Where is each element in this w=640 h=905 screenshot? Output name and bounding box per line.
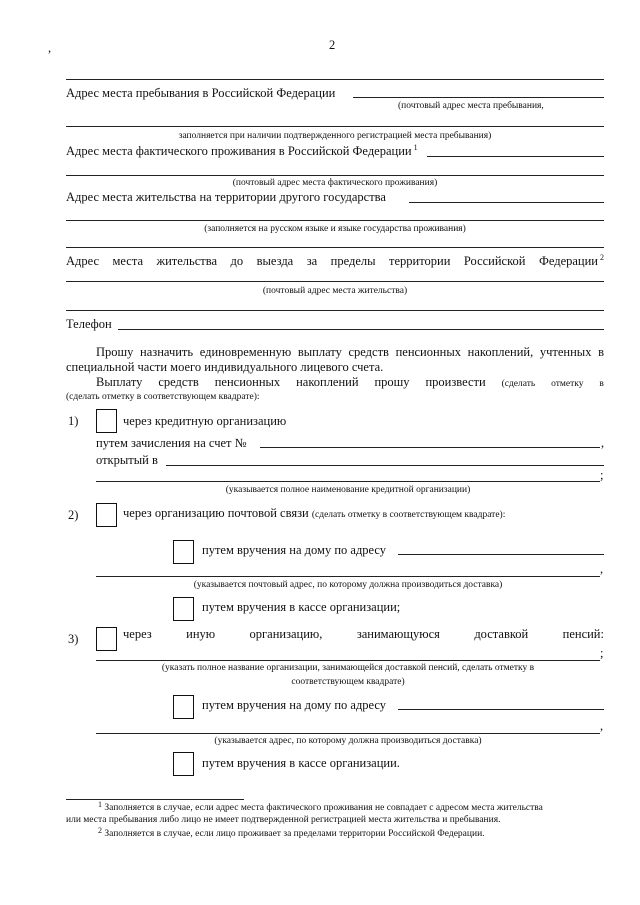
before-exit-field[interactable] <box>66 281 604 282</box>
option-3-caption-b: соответствующем квадрате) <box>291 677 405 687</box>
foreign-address-label: Адрес места жительства на территории другого государства <box>66 190 386 204</box>
option-1-semicolon: ; <box>600 468 604 482</box>
option-3-caption-c: (указывается адрес, по которому должна производиться доставка) <box>214 736 482 746</box>
footnote-2: $^2$ Заполняется в случае, если лицо проживает за пределами территории Российской Федерации. <box>98 826 485 839</box>
option-2-label: через организацию почтовой связи (сделать отметку в соответствующем квадрате): <box>123 506 506 520</box>
option-3-cash-checkbox[interactable] <box>173 752 194 776</box>
option-3-org-field[interactable] <box>96 660 600 661</box>
stay-address-label: Адрес места пребывания в Российской Федерации <box>66 86 336 100</box>
credit-org-field[interactable] <box>166 465 604 466</box>
option-1-checkbox[interactable] <box>96 409 117 433</box>
option-2-home-address-field[interactable] <box>398 554 604 555</box>
option-1-label: через кредитную организацию <box>123 414 287 428</box>
before-exit-field-2[interactable] <box>66 310 604 311</box>
phone-field[interactable] <box>118 329 604 330</box>
request-paragraph: Прошу назначить единовременную выплату средств пенсионных накоплений, учтенных в специальной части моего индивидуального лицевого счета. <box>66 345 604 374</box>
option-3-semicolon: ; <box>600 646 604 660</box>
before-exit-label: Адрес места жительства до выезда за пределы территории Российской Федерации $^2$ <box>66 253 604 268</box>
option-2-caption: (указывается почтовый адрес, по которому должна производиться доставка) <box>193 580 503 590</box>
credit-org-field-2[interactable] <box>96 481 600 482</box>
foreign-address-field-2[interactable] <box>66 220 604 221</box>
option-3-home-checkbox[interactable] <box>173 695 194 719</box>
foreign-address-caption: (заполняется на русском языке и языке государства проживания) <box>204 224 466 234</box>
option-3-home-address-field-2[interactable] <box>96 733 600 734</box>
account-label: путем зачисления на счет № <box>96 436 247 450</box>
footnote-separator <box>66 799 244 800</box>
option-3-caption-a: (указать полное название организации, занимающейся доставкой пенсий, сделать отметку в <box>161 663 535 673</box>
stray-mark: , <box>48 41 52 55</box>
before-exit-caption: (почтовый адрес места жительства) <box>262 286 408 296</box>
option-3-home-label: путем вручения на дому по адресу <box>202 698 387 712</box>
option-3-checkbox[interactable] <box>96 627 117 651</box>
credit-org-caption: (указывается полное наименование кредитной организации) <box>225 485 471 495</box>
option-3-comma: , <box>600 719 604 733</box>
stay-address-caption-b: заполняется при наличии подтвержденного регистрацией места пребывания) <box>178 131 492 141</box>
option-2-cash-label: путем вручения в кассе организации; <box>202 600 401 614</box>
option-1-number: 1) <box>68 414 79 428</box>
option-3-cash-label: путем вручения в кассе организации. <box>202 756 400 770</box>
page-number: 2 <box>329 38 336 52</box>
opened-in-label: открытый в <box>96 453 158 467</box>
foreign-address-field[interactable] <box>409 202 604 203</box>
option-3-number: 3) <box>68 632 79 646</box>
option-3-home-address-field[interactable] <box>398 709 604 710</box>
actual-address-label: Адрес места фактического проживания в Российской Федерации $^1$ <box>66 143 418 158</box>
stay-address-caption-a: (почтовый адрес места пребывания, <box>398 101 544 111</box>
option-2-home-address-field-2[interactable] <box>96 576 600 577</box>
actual-address-caption: (почтовый адрес места фактического проживания) <box>232 178 438 188</box>
footnote-ref-2: 2 <box>600 253 604 262</box>
actual-address-field-2[interactable] <box>66 175 604 176</box>
option-2-comma: , <box>600 562 604 576</box>
option-2-checkbox[interactable] <box>96 503 117 527</box>
payout-instruction-line: Выплату средств пенсионных накоплений прошу произвести (сделать отметку в <box>96 375 604 389</box>
account-comma: , <box>601 436 605 450</box>
option-3-label: через иную организацию, занимающуюся доставкой пенсий: <box>123 627 604 641</box>
option-2-home-checkbox[interactable] <box>173 540 194 564</box>
before-exit-line-top[interactable] <box>66 247 604 248</box>
footnote-1: $^1$ Заполняется в случае, если адрес места фактического проживания не совпадает с адресом места жительства или места пребывания либо лицо не имеет подтвержденной регистрацией места жительства и пребывания. <box>66 800 543 825</box>
stay-address-field-2[interactable] <box>66 126 604 127</box>
stay-address-field[interactable] <box>353 97 604 98</box>
payout-instruction-note: (сделать отметку в соответствующем квадрате): <box>66 392 260 402</box>
option-2-number: 2) <box>68 508 79 522</box>
option-2-home-label: путем вручения на дому по адресу <box>202 543 387 557</box>
account-number-field[interactable] <box>260 447 600 448</box>
option-2-cash-checkbox[interactable] <box>173 597 194 621</box>
phone-label: Телефон <box>66 317 112 331</box>
footnote-ref-1: 1 <box>413 143 418 152</box>
actual-address-field[interactable] <box>427 156 604 157</box>
stay-address-line-top <box>66 79 604 80</box>
